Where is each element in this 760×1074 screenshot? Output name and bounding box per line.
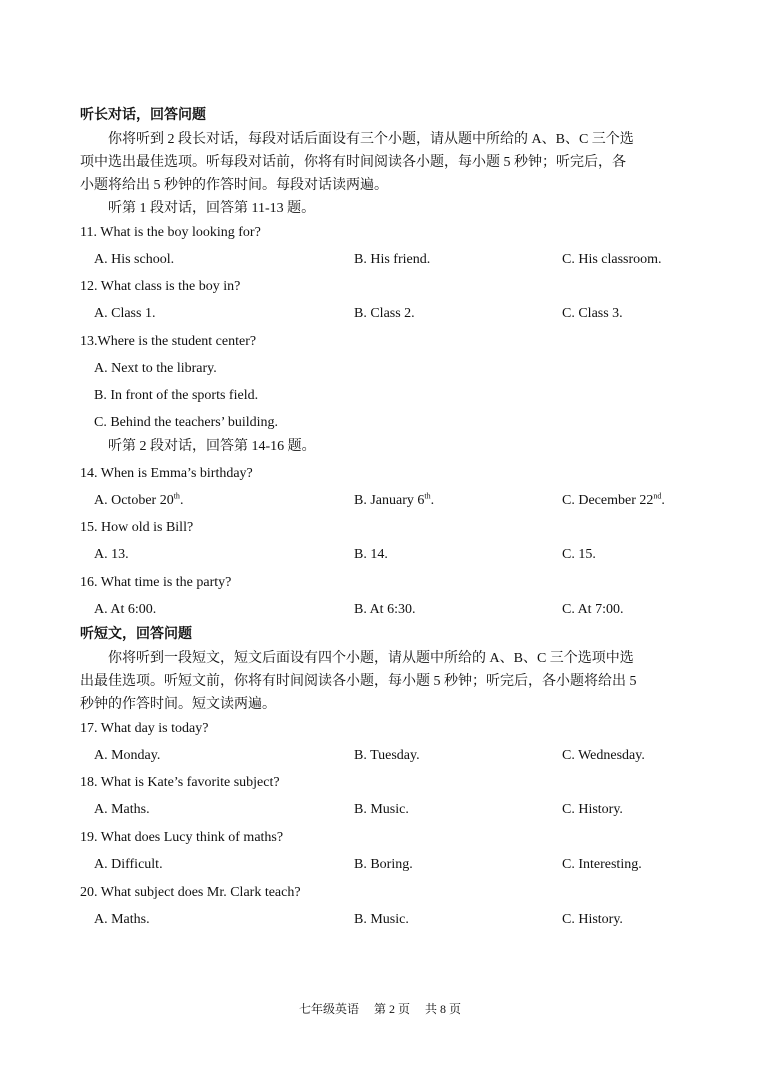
footer-total-pages: 共 8 页: [425, 1002, 462, 1016]
instruction-line: 你将听到一段短文，短文后面设有四个小题，请从题中所给的 A、B、C 三个选项中选: [108, 651, 634, 666]
instruction-line: 出最佳选项。听短文前，你将有时间阅读各小题，每小题 5 秒钟；听完后，各小题将给出 5: [80, 674, 637, 689]
option-b: B. His friend.: [354, 252, 431, 267]
question-16-options: [0, 600, 760, 620]
option-b: B. Music.: [354, 912, 409, 927]
question-11-stem: 11. What is the boy looking for?: [80, 225, 261, 240]
option-c: C. Class 3.: [562, 306, 623, 321]
instruction-line: 你将听到 2 段长对话，每段对话后面设有三个小题，请从题中所给的 A、B、C 三个选: [108, 132, 634, 147]
instruction-line: 秒钟的作答时间。短文读两遍。: [80, 697, 276, 712]
question-12-options: [0, 304, 760, 324]
question-13-stem: 13.Where is the student center?: [80, 334, 257, 349]
option-b: B. In front of the sports field.: [94, 388, 259, 403]
option-c: C. Wednesday.: [562, 748, 645, 763]
option-b: B. Boring.: [354, 857, 413, 872]
option-a: A. Monday.: [94, 748, 161, 763]
question-12-stem: 12. What class is the boy in?: [80, 279, 241, 294]
option-c: C. History.: [562, 912, 623, 927]
option-b: B. Class 2.: [354, 306, 415, 321]
question-13-option-b-row: [0, 386, 760, 406]
question-11-options: [0, 250, 760, 270]
question-14-stem: 14. When is Emma’s birthday?: [80, 466, 253, 481]
instruction-line: 小题将给出 5 秒钟的作答时间。每段对话读两遍。: [80, 178, 388, 193]
question-18-stem: 18. What is Kate’s favorite subject?: [80, 775, 280, 790]
question-19-options: [0, 855, 760, 875]
dialog-intro: 听第 2 段对话，回答第 14-16 题。: [108, 439, 316, 454]
page-footer: [0, 1000, 760, 1017]
option-a: A. At 6:00.: [94, 602, 157, 617]
question-18-options: [0, 800, 760, 820]
section-heading-long-dialogs: 听长对话，回答问题: [80, 108, 206, 123]
option-c: C. Behind the teachers’ building.: [94, 415, 279, 430]
question-15-options: [0, 545, 760, 565]
option-a: A. Next to the library.: [94, 361, 217, 376]
footer-page-number: 第 2 页: [373, 1002, 410, 1016]
option-c: C. December 22nd.: [562, 491, 665, 508]
question-14-options: [0, 491, 760, 511]
question-19-stem: 19. What does Lucy think of maths?: [80, 830, 284, 845]
option-b: B. 14.: [354, 547, 388, 562]
dialog-intro: 听第 1 段对话，回答第 11-13 题。: [108, 201, 316, 216]
option-c: C. At 7:00.: [562, 602, 624, 617]
question-16-stem: 16. What time is the party?: [80, 575, 232, 590]
question-15-stem: 15. How old is Bill?: [80, 520, 194, 535]
question-13-option-a-row: [0, 359, 760, 379]
option-b: B. At 6:30.: [354, 602, 416, 617]
option-a: A. Maths.: [94, 912, 150, 927]
question-20-stem: 20. What subject does Mr. Clark teach?: [80, 885, 301, 900]
option-a: A. October 20th.: [94, 491, 184, 508]
option-a: A. 13.: [94, 547, 129, 562]
option-a: A. Maths.: [94, 802, 150, 817]
option-c: C. 15.: [562, 547, 596, 562]
question-17-options: [0, 746, 760, 766]
footer-subject: 七年级英语: [298, 1002, 359, 1016]
option-b: B. January 6th.: [354, 491, 435, 508]
option-a: A. Difficult.: [94, 857, 163, 872]
option-b: B. Music.: [354, 802, 409, 817]
option-a: A. Class 1.: [94, 306, 156, 321]
option-c: C. Interesting.: [562, 857, 642, 872]
question-13-option-c-row: [0, 413, 760, 433]
section-heading-passage: 听短文，回答问题: [80, 627, 192, 642]
question-20-options: [0, 910, 760, 930]
option-c: C. History.: [562, 802, 623, 817]
instruction-line: 项中选出最佳选项。听每段对话前，你将有时间阅读各小题，每小题 5 秒钟；听完后，各: [80, 155, 626, 170]
option-a: A. His school.: [94, 252, 175, 267]
option-c: C. His classroom.: [562, 252, 662, 267]
question-17-stem: 17. What day is today?: [80, 721, 209, 736]
option-b: B. Tuesday.: [354, 748, 420, 763]
